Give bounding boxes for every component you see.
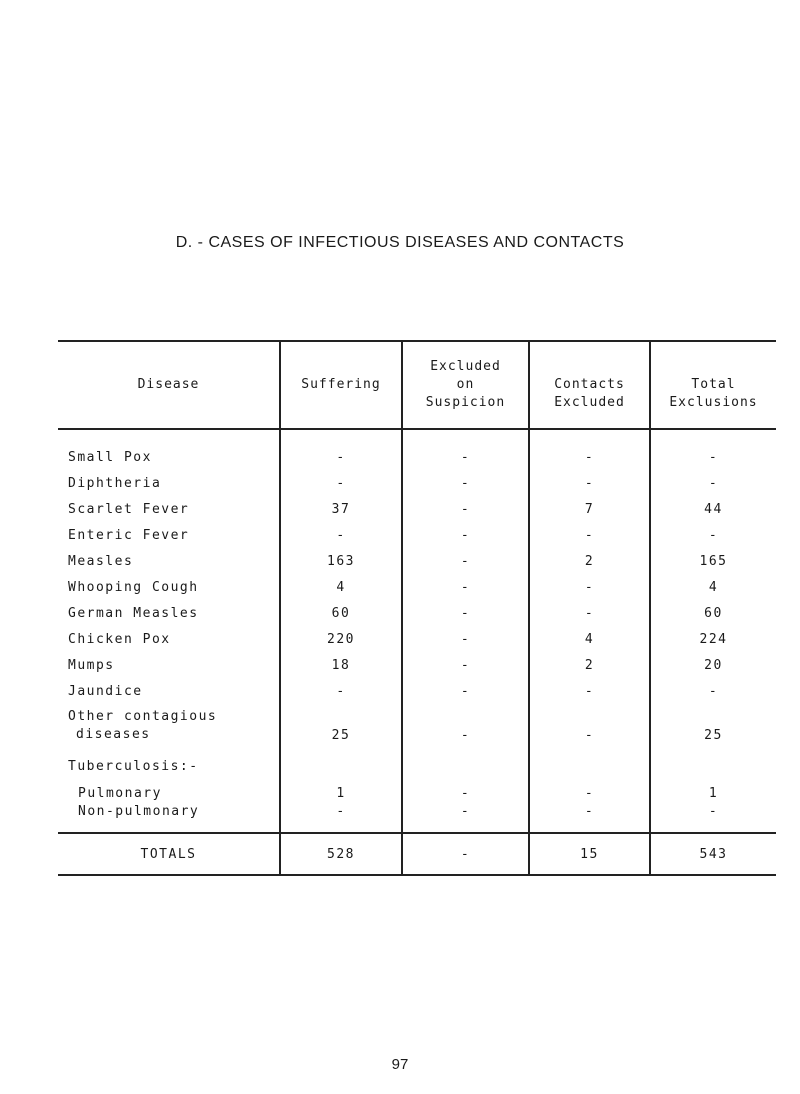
table-row [58, 784, 776, 802]
suspicion-value: - [402, 574, 529, 600]
table-row [58, 470, 776, 496]
table-row [58, 626, 776, 652]
suspicion-value: - [402, 678, 529, 704]
contacts-value: - [529, 522, 650, 548]
contacts-value: - [529, 784, 650, 802]
page-title: D. - CASES OF INFECTIOUS DISEASES AND CONTACTS [175, 234, 625, 251]
disease-name: Tuberculosis:- [68, 758, 199, 774]
suspicion-value: - [402, 522, 529, 548]
totals-total: 543 [650, 833, 776, 875]
table-header-row [58, 341, 776, 429]
contacts-value: 2 [529, 548, 650, 574]
contacts-value: 2 [529, 652, 650, 678]
suffering-value: 18 [280, 652, 402, 678]
contacts-value: - [529, 600, 650, 626]
suspicion-value: - [402, 626, 529, 652]
table-row [58, 600, 776, 626]
contacts-value: - [529, 574, 650, 600]
contacts-value: - [529, 429, 650, 470]
page-number: 97 [391, 1056, 409, 1073]
suspicion-value: - [402, 784, 529, 802]
header-excluded-on-suspicion: Excluded on Suspicion [402, 341, 529, 429]
contacts-value: - [529, 704, 650, 748]
total-value: 1 [650, 784, 776, 802]
total-value: - [650, 678, 776, 704]
total-value: 4 [650, 574, 776, 600]
suspicion-value: - [402, 802, 529, 833]
total-value: 25 [650, 704, 776, 748]
totals-contacts: 15 [529, 833, 650, 875]
disease-name: Measles [68, 553, 134, 569]
suspicion-value: - [402, 704, 529, 748]
table-row [58, 429, 776, 470]
total-value: - [650, 470, 776, 496]
header-contacts-excluded: Contacts Excluded [529, 341, 650, 429]
total-value: - [650, 522, 776, 548]
totals-suffering: 528 [280, 833, 402, 875]
suffering-value: 4 [280, 574, 402, 600]
total-value: 60 [650, 600, 776, 626]
totals-label: TOTALS [58, 833, 280, 875]
suffering-value: 1 [280, 784, 402, 802]
disease-name: Jaundice [68, 683, 143, 699]
suffering-value: - [280, 802, 402, 833]
disease-name: Mumps [68, 657, 115, 673]
table-row [58, 678, 776, 704]
suspicion-value: - [402, 652, 529, 678]
suffering-value: - [280, 522, 402, 548]
contacts-value: - [529, 802, 650, 833]
suffering-value: - [280, 678, 402, 704]
disease-name: Scarlet Fever [68, 501, 190, 517]
suffering-value: - [280, 470, 402, 496]
table-row [58, 522, 776, 548]
suspicion-value: - [402, 548, 529, 574]
suspicion-value: - [402, 429, 529, 470]
disease-name: Whooping Cough [68, 579, 199, 595]
suffering-value: - [280, 429, 402, 470]
suffering-value: 220 [280, 626, 402, 652]
total-value: 20 [650, 652, 776, 678]
suffering-value: 163 [280, 548, 402, 574]
disease-name: Pulmonary [78, 785, 162, 801]
table-row [58, 496, 776, 522]
total-value: 224 [650, 626, 776, 652]
total-value: - [650, 429, 776, 470]
suspicion-value: - [402, 496, 529, 522]
disease-name: Small Pox [68, 449, 152, 465]
total-value: 44 [650, 496, 776, 522]
contacts-value: - [529, 470, 650, 496]
header-disease: Disease [58, 341, 280, 429]
totals-suspicion: - [402, 833, 529, 875]
disease-name: Non-pulmonary [78, 803, 200, 819]
header-total-exclusions: Total Exclusions [650, 341, 776, 429]
contacts-value: - [529, 678, 650, 704]
suspicion-value: - [402, 470, 529, 496]
header-suffering: Suffering [280, 341, 402, 429]
suffering-value: 60 [280, 600, 402, 626]
contacts-value: 4 [529, 626, 650, 652]
table-row [58, 748, 776, 784]
suspicion-value: - [402, 600, 529, 626]
disease-name: Chicken Pox [68, 631, 171, 647]
totals-row [58, 833, 776, 875]
contacts-value: 7 [529, 496, 650, 522]
diseases-table [58, 340, 776, 876]
total-value: - [650, 802, 776, 833]
table-row [58, 548, 776, 574]
table-row [58, 704, 776, 748]
total-value: 165 [650, 548, 776, 574]
table-row [58, 652, 776, 678]
suffering-value: 25 [280, 704, 402, 748]
disease-name: Enteric Fever [68, 527, 190, 543]
disease-name: Diphtheria [68, 475, 162, 491]
table-row [58, 802, 776, 833]
disease-name: German Measles [68, 605, 199, 621]
table-row [58, 574, 776, 600]
disease-name: Other contagious diseases [68, 709, 218, 742]
suffering-value: 37 [280, 496, 402, 522]
